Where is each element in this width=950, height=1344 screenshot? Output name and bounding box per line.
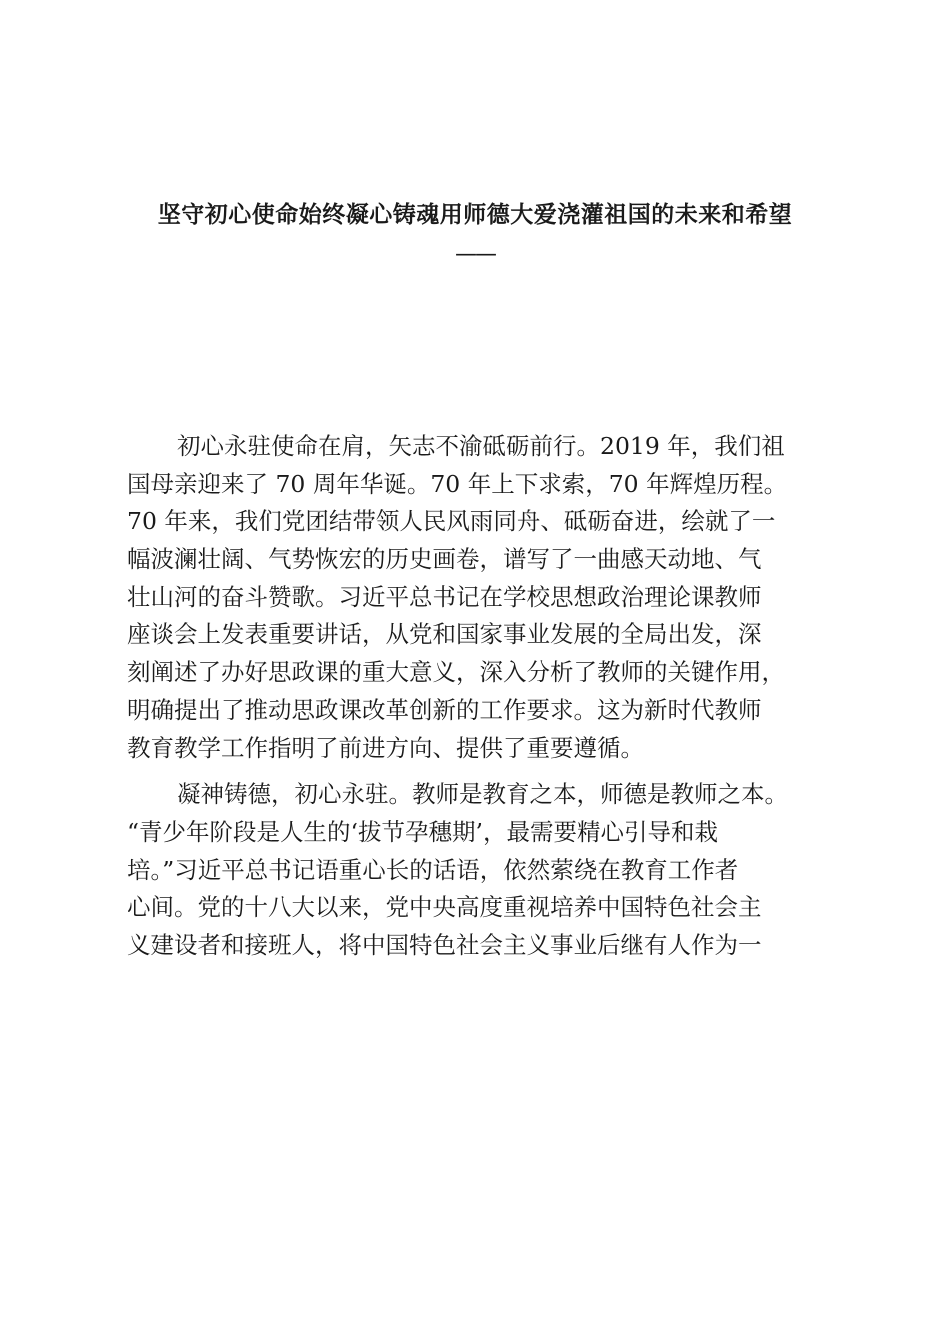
text-line: 国母亲迎来了 70 周年华诞。70 年上下求索，70 年辉煌历程。 <box>127 469 788 498</box>
text-line: 幅波澜壮阔、气势恢宏的历史画卷，谱写了一曲感天动地、气 <box>127 545 762 574</box>
title-dash: —— <box>455 242 495 267</box>
document-title: 坚守初心使命始终凝心铸魂用师德大爱浇灌祖国的未来和希望 <box>157 201 793 228</box>
text-line: 心间。党的十八大以来，党中央高度重视培养中国特色社会主 <box>127 893 762 922</box>
text-line: “青少年阶段是人生的‘拔节孕穗期’，最需要精心引导和栽 <box>127 817 718 846</box>
text-line: 座谈会上发表重要讲话，从党和国家事业发展的全局出发，深 <box>127 620 762 649</box>
document-body <box>127 428 837 974</box>
text-line: 明确提出了推动思政课改革创新的工作要求。这为新时代教师 <box>127 695 762 724</box>
paragraph-1 <box>127 428 837 767</box>
text-line: 初心永驻使命在肩，矢志不渝砥砺前行。2019 年，我们祖 <box>177 432 785 460</box>
text-line: 壮山河的奋斗赞歌。习近平总书记在学校思想政治理论课教师 <box>127 582 762 611</box>
text-line: 刻阐述了办好思政课的重大意义，深入分析了教师的关键作用， <box>127 658 785 687</box>
text-line: 教育教学工作指明了前进方向、提供了重要遵循。 <box>127 733 644 762</box>
paragraph-2 <box>127 776 837 964</box>
text-line: 义建设者和接班人，将中国特色社会主义事业后继有人作为一 <box>127 930 762 959</box>
text-line: 培。”习近平总书记语重心长的话语，依然萦绕在教育工作者 <box>127 855 739 884</box>
text-line: 70 年来，我们党团结带领人民风雨同舟、砥砺奋进，绘就了一 <box>127 507 776 536</box>
text-line: 凝神铸德，初心永驻。教师是教育之本，师德是教师之本。 <box>177 780 788 809</box>
